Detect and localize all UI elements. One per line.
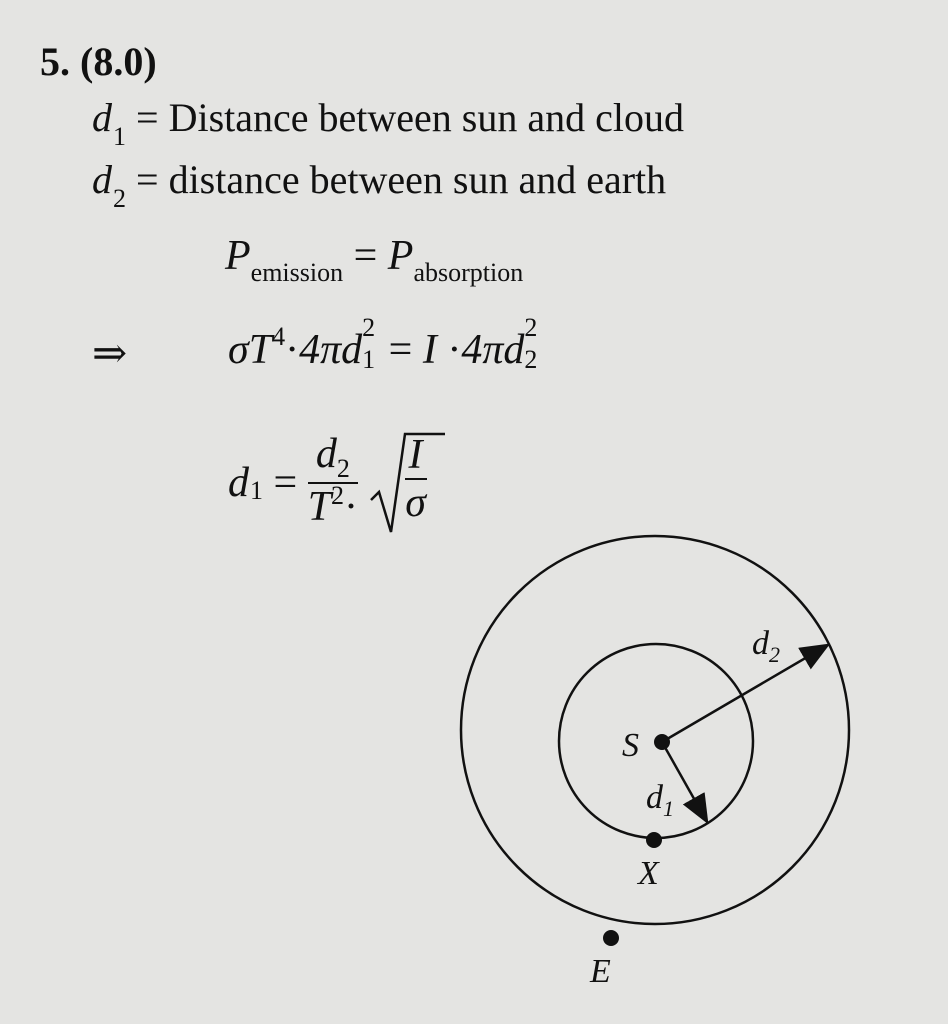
sun-point [654, 734, 670, 750]
definition-subscript: 1 [113, 122, 126, 151]
dot-operator: · [447, 327, 462, 373]
temperature-exponent: 4 [272, 322, 286, 351]
sigma-symbol: σ [228, 327, 249, 373]
equals-sign: = [273, 460, 298, 506]
four-pi: 4π [299, 327, 342, 373]
d2-label: $d_2$ [752, 625, 780, 667]
result-equation [228, 428, 447, 538]
definition-d1 [92, 94, 684, 151]
d2-symbol: d [503, 327, 525, 373]
root-denominator: σ [405, 480, 426, 526]
d1-label: $d_1$ [646, 779, 674, 821]
dot-operator: · [285, 327, 300, 373]
implies-arrow: ⇒ [92, 331, 128, 377]
cloud-point [646, 832, 662, 848]
d1-symbol: d [341, 327, 363, 373]
denominator-t: T [307, 484, 332, 530]
p-absorption-subscript: absorption [413, 258, 524, 287]
stefan-boltzmann-equation [228, 313, 540, 374]
question-header [40, 38, 157, 85]
temperature-symbol: T [248, 327, 273, 373]
orbit-diagram [440, 530, 880, 1000]
definition-text: Distance between sun and cloud [168, 95, 684, 140]
p-absorption-symbol: P [387, 233, 414, 279]
denominator-exponent: 2 [331, 481, 345, 510]
question-marks: (8.0) [80, 39, 157, 84]
d1-exponent: 2 [362, 313, 376, 342]
four-pi: 4π [461, 327, 504, 373]
definition-subscript: 2 [113, 184, 126, 213]
cloud-label: X [638, 855, 659, 892]
intensity-symbol: I [422, 327, 437, 373]
question-number: 5. [40, 39, 70, 84]
sun-label: S [622, 727, 639, 764]
numerator-d: d [315, 431, 337, 477]
root-numerator: I [408, 432, 423, 478]
d1-symbol: d [228, 460, 249, 506]
power-balance-equation [225, 232, 524, 287]
fraction-d2-over-t2 [308, 431, 358, 535]
d1-subscript: 1 [362, 345, 376, 374]
fraction-i-over-sigma [405, 432, 427, 526]
definition-symbol: d [92, 157, 112, 202]
d2-arrow [662, 646, 826, 742]
dot-operator: · [344, 484, 359, 530]
definition-text: distance between sun and earth [168, 157, 667, 202]
numerator-subscript: 2 [336, 454, 350, 483]
d2-subscript: 2 [524, 345, 538, 374]
earth-point [603, 930, 619, 946]
square-root [369, 428, 447, 538]
p-emission-symbol: P [225, 233, 251, 279]
p-emission-subscript: emission [250, 258, 344, 287]
equals-sign: = [388, 327, 413, 373]
d1-subscript: 1 [250, 476, 263, 505]
equals-sign: = [353, 233, 378, 279]
definition-symbol: d [92, 95, 112, 140]
definition-equals: = [136, 95, 159, 140]
earth-label: E [590, 953, 611, 990]
definition-d2 [92, 156, 667, 213]
definition-equals: = [136, 157, 159, 202]
d2-exponent: 2 [524, 313, 538, 342]
